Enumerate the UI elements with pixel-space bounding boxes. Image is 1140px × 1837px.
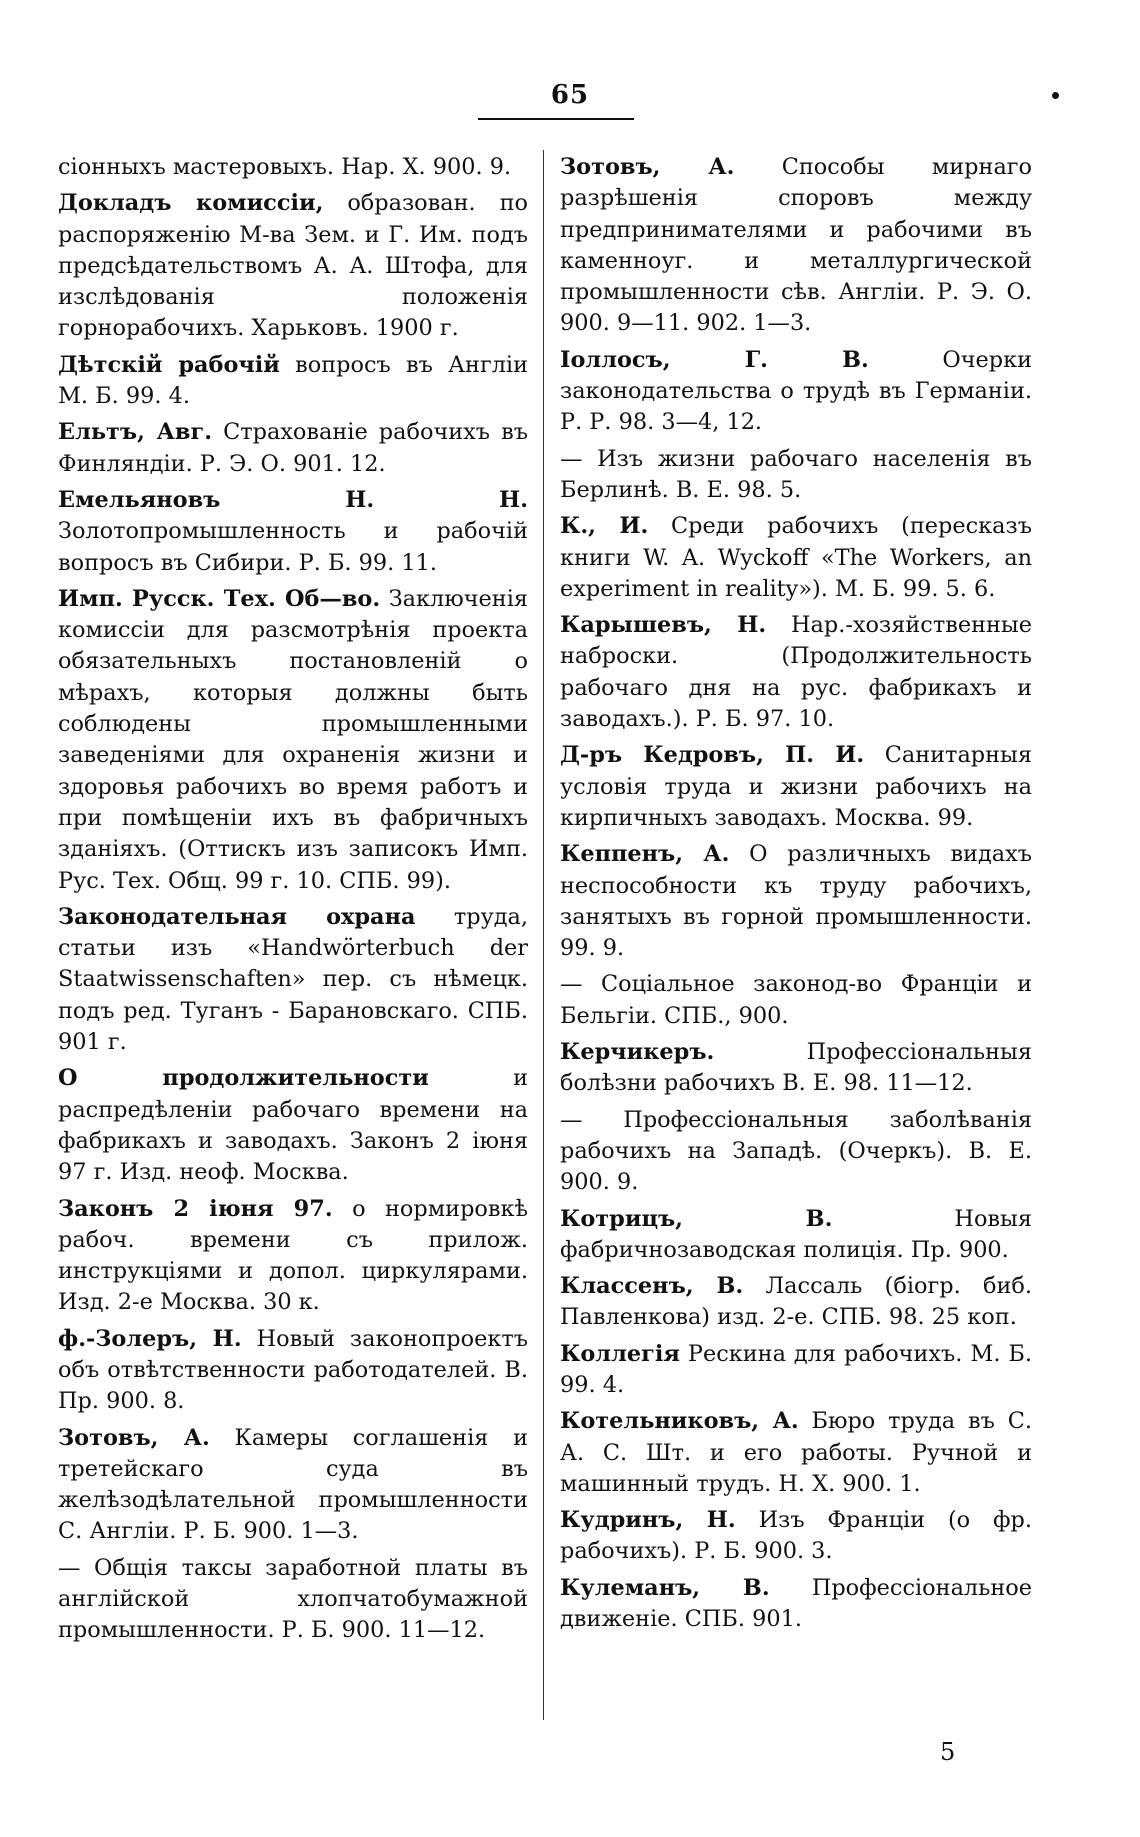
signature-mark: 5 (940, 1738, 956, 1766)
bibliography-entry: Законъ 2 іюня 97. о нормировкѣ рабоч. времени съ прилож. инструкціями и допол. циркулярами. Изд. 2-е Москва. 30 к. (58, 1195, 528, 1316)
bibliography-entry: Зотовъ, А. Способы мирнаго разрѣшенія споровъ между предпринимателями и рабочими въ каменноуг. и металлургической промышленности сѣв. Англіи. Р. Э. О. 900. 9—11. 902. 1—3. (560, 154, 1033, 337)
bibliography-entry: Керчикеръ. Профессіональныя болѣзни рабочихъ В. Е. 98. 11—12. (560, 1039, 1032, 1097)
left-column (58, 152, 528, 1652)
bibliography-entry: Ельтъ, Авг. Страхованіе рабочихъ въ Финляндіи. Р. Э. О. 901. 12. (58, 419, 529, 477)
bibliography-entry: — Общія таксы заработной платы въ англійской хлопчатобумажной промышленности. Р. Б. 900. 11—12. (58, 1554, 528, 1644)
bibliography-entry: Котрицъ, В. Новыя фабричнозаводская полиція. Пр. 900. (560, 1205, 1032, 1263)
bibliography-entry: — Профессіональныя заболѣванія рабочихъ на Западѣ. (Очеркъ). В. Е. 900. 9. (560, 1106, 1032, 1196)
bibliography-entry: Законодательная охрана труда, статьи изъ «Handwörterbuch der Staatwissenschaften» пер. съ нѣмецк. подъ ред. Туганъ - Барановскаго. СПБ. 901 г. (58, 903, 528, 1056)
bibliography-entry: О продолжительности и распредѣленіи рабочаго времени на фабрикахъ и заводахъ. Законъ 2 іюня 97 г. Изд. неоф. Москва. (58, 1065, 529, 1186)
bibliography-entry: — Соціальное законод-во Франціи и Бельгіи. СПБ., 900. (560, 971, 1032, 1029)
bibliography-entry: Кулеманъ, В. Профессіональное движеніе. СПБ. 901. (560, 1574, 1032, 1633)
bibliography-entry: Докладъ комиссіи, образован. по распоряженію М-ва Зем. и Г. Им. подъ предсѣдательствомъ А. А. Штофа, для изслѣдованія положенія горнорабочихъ. Харьковъ. 1900 г. (58, 190, 528, 342)
bibliography-entry: Коллегія Рескина для рабочихъ. М. Б. 99. 4. (560, 1340, 1032, 1398)
page-number: 65 (550, 80, 590, 110)
bibliography-entry: сіонныхъ мастеровыхъ. Нар. Х. 900. 9. (58, 154, 512, 180)
bibliography-entry: Имп. Русск. Тех. Об—во. Заключенія комиссіи для разсмотрѣнія проекта обязательныхъ постановленій о мѣрахъ, которыя должны быть соблюдены промышленными заведеніями для охраненія жизни и здоровья рабочихъ во время работъ и при помѣщеніи ихъ въ фабричныхъ зданіяхъ. (Оттискъ изъ записокъ Имп. Рус. Тех. Общ. 99 г. 10. СПБ. 99). (58, 585, 528, 894)
page-number-rule (478, 118, 634, 120)
bibliography-entry: К., И. Среди рабочихъ (пересказъ книги W. A. Wyckoff «The Workers, an experiment in reality»). М. Б. 99. 5. 6. (560, 513, 1032, 602)
bibliography-entry: Дѣтскій рабочій вопросъ въ Англіи М. Б. 99. 4. (58, 351, 529, 410)
right-column (560, 152, 1032, 1640)
bibliography-entry: — Изъ жизни рабочаго населенія въ Берлинѣ. В. Е. 98. 5. (560, 445, 1032, 503)
ink-dot (1052, 92, 1059, 99)
bibliography-entry: Іоллосъ, Г. В. Очерки законодательства о трудѣ въ Германіи. Р. Р. 98. 3—4, 12. (560, 346, 1032, 436)
bibliography-entry: Карышевъ, Н. Нар.-хозяйственные наброски. (Продолжительность рабочаго дня на рус. фабрикахъ и заводахъ.). Р. Б. 97. 10. (560, 612, 1032, 733)
bibliography-entry: Кудринъ, Н. Изъ Франціи (о фр. рабочихъ). Р. Б. 900. 3. (560, 1507, 1032, 1565)
bibliography-entry: Классенъ, В. Лассаль (біогр. биб. Павленкова) изд. 2-е. СПБ. 98. 25 коп. (560, 1273, 1032, 1331)
bibliography-entry: Котельниковъ, А. Бюро труда въ С. А. С. Шт. и его работы. Ручной и машинный трудъ. Н. Х. 900. 1. (560, 1408, 1032, 1497)
bibliography-entry: Емельяновъ Н. Н. Золотопромышленность и рабочій вопросъ въ Сибири. Р. Б. 99. 11. (58, 486, 528, 576)
column-divider (543, 150, 544, 1720)
bibliography-entry: Кеппенъ, А. О различныхъ видахъ неспособности къ труду рабочихъ, занятыхъ въ горной промышленности. 99. 9. (560, 841, 1032, 962)
bibliography-entry: Д-ръ Кедровъ, П. И. Санитарныя условія труда и жизни рабочихъ на кирпичныхъ заводахъ. Москва. 99. (560, 742, 1032, 831)
bibliography-entry: ф.-Золеръ, Н. Новый законопроектъ объ отвѣтственности работодателей. В. Пр. 900. 8. (58, 1325, 528, 1415)
bibliography-entry: Зотовъ, А. Камеры соглашенія и третейскаго суда въ желѣзодѣлательной промышленности С. Англіи. Р. Б. 900. 1—3. (58, 1424, 528, 1545)
